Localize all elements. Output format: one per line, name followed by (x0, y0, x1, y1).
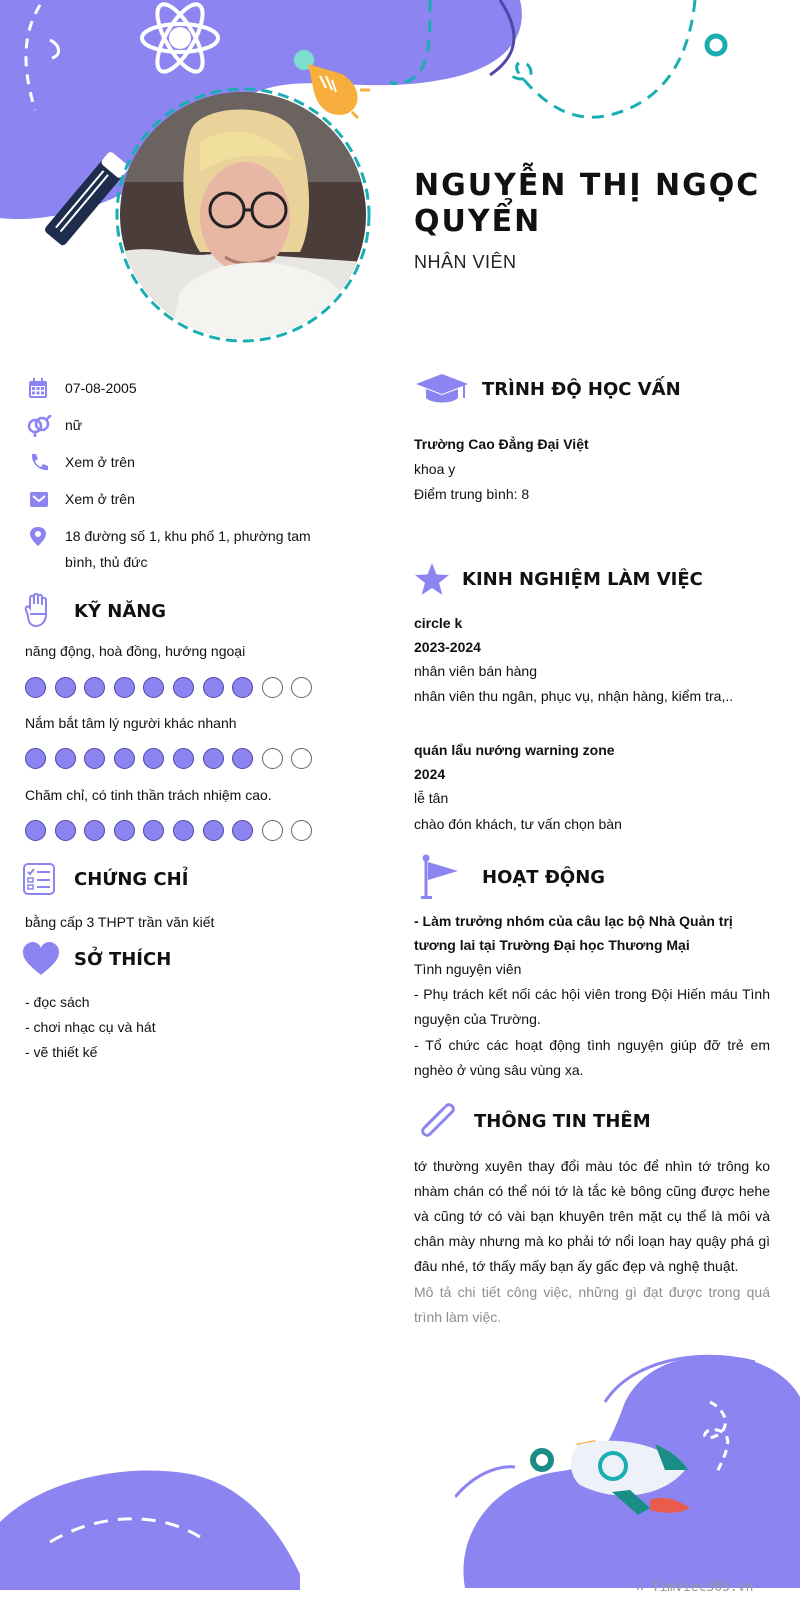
rating-dot-filled (84, 820, 105, 841)
certificates-title: CHỨNG CHỈ (74, 868, 189, 890)
mail-icon (25, 489, 55, 511)
rating-dot-empty (262, 677, 283, 698)
experience-title: KINH NGHIỆM LÀM VIỆC (462, 568, 703, 590)
rating-dot-filled (84, 748, 105, 769)
rating-dot-filled (143, 748, 164, 769)
checklist-icon (22, 862, 56, 896)
activities-title: HOẠT ĐỘNG (482, 866, 606, 888)
more-info-placeholder: Mô tả chi tiết công việc, những gì đạt được trong quá trình làm việc. (414, 1284, 770, 1325)
more-info-header (416, 1100, 651, 1142)
rating-dot-filled (55, 677, 76, 698)
bottom-left-wave (0, 1462, 310, 1590)
rating-dot-filled (25, 748, 46, 769)
certificates-header (22, 862, 188, 896)
rating-dot-empty (291, 748, 312, 769)
job-position: nhân viên bán hàng (414, 663, 537, 679)
paperclip-icon (416, 1100, 458, 1142)
rating-dot-empty (262, 820, 283, 841)
contact-birthday (25, 378, 325, 401)
rating-dot-filled (114, 820, 135, 841)
hobby-item: - chơi nhạc cụ và hát (25, 1019, 156, 1035)
rating-dot-filled (203, 677, 224, 698)
phone-icon (25, 452, 55, 474)
rating-dot-filled (55, 820, 76, 841)
rating-dot-empty (291, 820, 312, 841)
rating-dot-filled (143, 820, 164, 841)
birthday-text: 07-08-2005 (65, 380, 137, 396)
certificate-text: bằng cấp 3 THPT trần văn kiết (25, 914, 215, 930)
more-info-text: tớ thường xuyên thay đổi màu tóc để nhìn tớ trông ko nhàm chán có thể nói tớ là tắc kè bông cũng được hehe và cũng tớ có vài bạn khuyên trên mặt cụ thể là môi và chân mày nhưng mà ko phải tớ nổi loạn hay quậy phá gì đâu nhé, tớ thấy mấy bạn ấy gấc đẹp và nghệ thuật. (414, 1158, 770, 1274)
job-description: nhân viên thu ngân, phục vụ, nhận hàng, kiểm tra,.. (414, 688, 734, 704)
rocket-icon (500, 1430, 710, 1530)
gender-icon (25, 415, 55, 437)
contact-email (25, 489, 325, 512)
activities-header (420, 854, 605, 900)
job-title: NHÂN VIÊN (414, 252, 517, 272)
rating-dot-filled (143, 677, 164, 698)
rating-dot-empty (262, 748, 283, 769)
contact-address (25, 526, 325, 575)
flag-icon (420, 854, 460, 900)
major: khoa y (414, 461, 456, 477)
rating-dot-empty (291, 677, 312, 698)
location-pin-icon (25, 526, 55, 548)
top-right-swirl (390, 0, 800, 130)
heart-icon (22, 942, 60, 976)
gpa: Điểm trung bình: 8 (414, 486, 530, 502)
activity-heading: - Làm trưởng nhóm của câu lạc bộ Nhà Quản trị tương lai tại Trường Đại học Thương Mại (414, 913, 733, 953)
contact-phone (25, 452, 325, 475)
email-text: Xem ở trên (65, 491, 135, 507)
rating-dot-filled (203, 820, 224, 841)
skill-rating (25, 748, 321, 769)
hobby-item: - đọc sách (25, 994, 90, 1010)
avatar-frame (112, 84, 374, 346)
skill-name: Chăm chỉ, có tinh thần trách nhiệm cao. (25, 787, 272, 803)
candidate-name: NGUYỄN THỊ NGỌC QUYỂN (414, 168, 761, 239)
rating-dot-filled (55, 748, 76, 769)
rating-dot-filled (173, 677, 194, 698)
hobbies-title: SỞ THÍCH (74, 948, 172, 970)
skills-title: KỸ NĂNG (74, 600, 167, 622)
rating-dot-filled (232, 820, 253, 841)
school-name: Trường Cao Đẳng Đại Việt (414, 436, 589, 452)
job-position: lễ tân (414, 790, 449, 806)
hand-icon (22, 592, 58, 630)
hobby-item: - vẽ thiết kế (25, 1044, 98, 1060)
job-period: 2024 (414, 766, 446, 782)
address-text: 18 đường số 1, khu phố 1, phường tam bình, thủ đức (65, 528, 311, 570)
rating-dot-filled (84, 677, 105, 698)
rating-dot-filled (232, 677, 253, 698)
skills-header (22, 592, 166, 630)
job-description: chào đón khách, tư vấn chọn bàn (414, 816, 622, 832)
rating-dot-filled (173, 820, 194, 841)
gender-text: nữ (65, 417, 83, 433)
rating-dot-filled (25, 820, 46, 841)
atom-icon (136, 0, 224, 82)
activity-line: - Tổ chức các hoạt động tình nguyện giúp đỡ trẻ em nghèo ở vùng sâu vùng xa. (414, 1037, 770, 1078)
rating-dot-filled (173, 748, 194, 769)
rating-dot-filled (203, 748, 224, 769)
phone-text: Xem ở trên (65, 454, 135, 470)
education-title: TRÌNH ĐỘ HỌC VẤN (482, 378, 681, 400)
skill-name: năng động, hoà đồng, hướng ngoại (25, 643, 246, 659)
watermark: ∴ Timviec365.vn (636, 1580, 754, 1595)
activity-line: - Phụ trách kết nối các hội viên trong Đội Hiến máu Tình nguyện của Trường. (414, 986, 770, 1027)
activity-role: Tình nguyện viên (414, 961, 522, 977)
hobbies-header (22, 942, 171, 976)
skill-rating (25, 677, 321, 698)
experience-header (414, 562, 703, 596)
rating-dot-filled (114, 677, 135, 698)
job-company: circle k (414, 615, 463, 631)
rating-dot-filled (232, 748, 253, 769)
avatar (120, 92, 366, 338)
star-icon (414, 562, 450, 596)
rating-dot-filled (25, 677, 46, 698)
calendar-icon (25, 378, 55, 400)
education-header (414, 372, 681, 406)
skill-rating (25, 820, 321, 841)
job-company: quán lẩu nướng warning zone (414, 742, 615, 758)
job-period: 2023-2024 (414, 639, 481, 655)
skill-name: Nắm bắt tâm lý người khác nhanh (25, 715, 237, 731)
contact-gender (25, 415, 325, 438)
more-info-title: THÔNG TIN THÊM (474, 1110, 651, 1132)
rating-dot-filled (114, 748, 135, 769)
graduation-cap-icon (414, 372, 470, 406)
